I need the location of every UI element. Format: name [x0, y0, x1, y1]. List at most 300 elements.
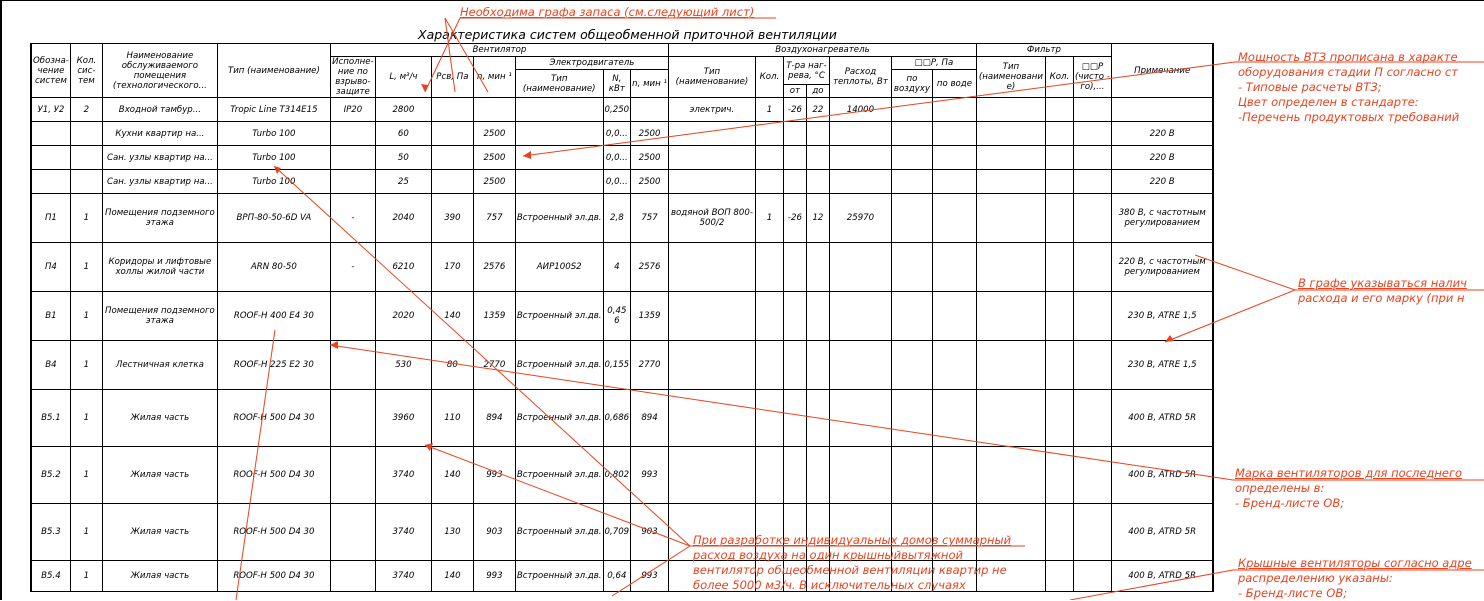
cell-motor-type: Встроенный эл.дв. [515, 561, 603, 592]
cell-note: 400 В, ATRD 5R [1111, 390, 1213, 447]
cell-designation: У1, У2 [31, 98, 70, 122]
cell-heater-count: 1 [755, 194, 783, 243]
cell-res-water [932, 447, 976, 504]
cell-execution [330, 122, 375, 146]
cell-designation: В5.4 [31, 561, 70, 592]
table-row [31, 122, 1213, 146]
table-row [31, 146, 1213, 170]
cell-heater-type [668, 447, 755, 504]
cell-filter-type [976, 341, 1045, 390]
cell-temp-from [783, 292, 806, 341]
cell-heat-flow: 25970 [829, 194, 891, 243]
cell-temp-to [806, 170, 829, 194]
cell-temp-to [806, 341, 829, 390]
cell-filter-type [976, 292, 1045, 341]
cell-rpm: 757 [473, 194, 515, 243]
cell-filter-count [1045, 170, 1073, 194]
cell-rpm: 894 [473, 390, 515, 447]
cell-filter-count [1045, 194, 1073, 243]
cell-count: 2 [70, 98, 102, 122]
cell-filter-count [1045, 561, 1073, 592]
cell-res-air [891, 341, 932, 390]
annotation-regulator [1298, 276, 1467, 306]
annotation-private-line-3: вентилятор общеобменной вентиляции квартир не [693, 563, 1007, 577]
cell-motor-rpm: 2500 [631, 122, 669, 146]
cell-count [70, 122, 102, 146]
table-row [31, 292, 1213, 341]
cell-filter-count [1045, 98, 1073, 122]
cell-heater-count [755, 292, 783, 341]
cell-flow: 6210 [375, 243, 431, 292]
cell-type: ROOF-H 225 E2 30 [217, 341, 330, 390]
cell-res-water [932, 390, 976, 447]
cell-flow: 60 [375, 122, 431, 146]
cell-temp-from: -26 [783, 98, 806, 122]
annotation-brand-line-1: Марка вентиляторов для последнего [1235, 466, 1463, 480]
cell-heater-type: водяной ВОП 800-500/2 [668, 194, 755, 243]
cell-count: 1 [70, 561, 102, 592]
header-temp: Т-ра наг- рева, °С [783, 57, 829, 85]
cell-execution [330, 561, 375, 592]
header-execution: Исполне- ние по взрыво- защите [332, 57, 374, 97]
cell-execution [330, 146, 375, 170]
header-motor-type: Тип (наименование) [515, 70, 603, 98]
annotation-private-line-4: более 5000 м3/ч. В исключительных случаях [693, 578, 966, 592]
cell-filter-count [1045, 341, 1073, 390]
cell-flow: 3960 [375, 390, 431, 447]
cell-flow: 3740 [375, 504, 431, 561]
cell-res-water [932, 170, 976, 194]
cell-pressure: 170 [431, 243, 473, 292]
cell-filter-type [976, 146, 1045, 170]
cell-count: 1 [70, 447, 102, 504]
frame-top-border [0, 0, 1484, 1]
cell-flow: 530 [375, 341, 431, 390]
cell-designation: В4 [31, 341, 70, 390]
table-row [31, 561, 1213, 592]
annotation-brand [1235, 466, 1462, 511]
cell-heater-type [668, 122, 755, 146]
cell-designation: П4 [31, 243, 70, 292]
cell-temp-to: 22 [806, 98, 829, 122]
cell-power: 0,709 [603, 504, 631, 561]
annotation-roof-line-2: распределению указаны: [1238, 571, 1393, 585]
header-motor: Электродвигатель [515, 57, 668, 70]
cell-res-water [932, 146, 976, 170]
cell-heat-flow [829, 122, 891, 146]
cell-motor-rpm: 894 [631, 390, 669, 447]
cell-res-air [891, 447, 932, 504]
cell-temp-from [783, 243, 806, 292]
header-heat-flow: Расход теплоты, Вт [829, 57, 891, 98]
cell-temp-to [806, 122, 829, 146]
cell-filter-count [1045, 146, 1073, 170]
cell-temp-to [806, 292, 829, 341]
cell-note: 220 В, с частотным регулированием [1111, 243, 1213, 292]
cell-pressure: 80 [431, 341, 473, 390]
annotation-roof-line-3: - Бренд-листе ОВ; [1238, 586, 1348, 600]
cell-motor-type: Встроенный эл.дв. [515, 504, 603, 561]
header-flow: L, м³/ч [375, 57, 431, 98]
cell-note: 220 В [1111, 170, 1213, 194]
cell-heater-type [668, 170, 755, 194]
cell-type: Turbo 100 [217, 122, 330, 146]
header-fan: Вентилятор [330, 44, 668, 57]
cell-rpm: 2500 [473, 122, 515, 146]
cell-room: Помещения подземного этажа [102, 194, 217, 243]
cell-execution [330, 170, 375, 194]
cell-res-air [891, 146, 932, 170]
cell-power: 0,250 [603, 98, 631, 122]
cell-rpm: 2500 [473, 170, 515, 194]
cell-res-water [932, 243, 976, 292]
header-power: N, кВт [603, 70, 631, 98]
annotation-power-line-1: Мощность ВТЗ прописана в характе [1238, 50, 1458, 64]
cell-count: 1 [70, 504, 102, 561]
cell-count [70, 146, 102, 170]
annotation-brand-line-2: определены в: [1235, 481, 1325, 495]
cell-filter-clean [1073, 146, 1111, 170]
cell-motor-type: Встроенный эл.дв. [515, 341, 603, 390]
cell-note: 400 В, ATRD 5R [1111, 504, 1213, 561]
cell-count: 1 [70, 243, 102, 292]
cell-temp-from [783, 146, 806, 170]
cell-temp-from [783, 447, 806, 504]
cell-room: Помещения подземного этажа [102, 292, 217, 341]
cell-heater-count [755, 341, 783, 390]
cell-heater-count [755, 447, 783, 504]
cell-filter-type [976, 390, 1045, 447]
frame-left-border [0, 0, 2, 600]
cell-heat-flow [829, 447, 891, 504]
table-row [31, 170, 1213, 194]
cell-type: ROOF-H 400 E4 30 [217, 292, 330, 341]
cell-heater-type [668, 390, 755, 447]
cell-heat-flow [829, 243, 891, 292]
cell-pressure [431, 170, 473, 194]
cell-motor-type [515, 122, 603, 146]
cell-note: 400 В, ATRD 5R [1111, 447, 1213, 504]
cell-pressure [431, 122, 473, 146]
header-by-air: по воздуху [891, 70, 932, 98]
cell-room: Жилая часть [102, 561, 217, 592]
cell-filter-clean [1073, 194, 1111, 243]
header-note: Примечание [1111, 44, 1213, 98]
annotation-private-line-2: расход воздуха на один крышныйвытяжной [693, 548, 963, 562]
cell-temp-to [806, 146, 829, 170]
cell-heater-type: электрич. [668, 98, 755, 122]
cell-designation [31, 122, 70, 146]
cell-pressure: 140 [431, 447, 473, 504]
cell-res-air [891, 390, 932, 447]
cell-room: Сан. узлы квартир на... [102, 170, 217, 194]
cell-motor-rpm: 993 [631, 561, 669, 592]
cell-pressure: 130 [431, 504, 473, 561]
header-temp-to: до [806, 85, 829, 98]
cell-motor-type [515, 170, 603, 194]
cell-res-air [891, 122, 932, 146]
cell-note: 400 В, ATRD 5R [1111, 561, 1213, 592]
cell-motor-rpm: 993 [631, 447, 669, 504]
cell-designation: П1 [31, 194, 70, 243]
cell-filter-type [976, 170, 1045, 194]
table-row [31, 243, 1213, 292]
cell-heater-count [755, 390, 783, 447]
header-filter-clean: □□Р (чисто - го),... [1073, 57, 1111, 98]
cell-note: 230 В, ATRE 1,5 [1111, 292, 1213, 341]
cell-execution [330, 292, 375, 341]
annotation-power-line-2: оборудования стадии П согласно ст [1238, 65, 1458, 79]
header-by-water: по воде [932, 70, 976, 98]
cell-res-air [891, 292, 932, 341]
cell-power: 0,802 [603, 447, 631, 504]
table-row [31, 447, 1213, 504]
cell-filter-clean [1073, 170, 1111, 194]
cell-note [1111, 98, 1213, 122]
table-row [31, 390, 1213, 447]
cell-designation: В1 [31, 292, 70, 341]
cell-execution [330, 390, 375, 447]
cell-count: 1 [70, 292, 102, 341]
header-temp-from: от [783, 85, 806, 98]
cell-flow: 2040 [375, 194, 431, 243]
cell-temp-from [783, 122, 806, 146]
annotation-regulator-line-2: расхода и его марку (при н [1298, 291, 1465, 305]
cell-heater-count [755, 170, 783, 194]
cell-heat-flow [829, 390, 891, 447]
header-count: Кол. сис- тем [70, 44, 102, 98]
cell-room: Входной тамбур... [102, 98, 217, 122]
cell-count: 1 [70, 390, 102, 447]
cell-filter-count [1045, 504, 1073, 561]
cell-filter-type [976, 447, 1045, 504]
cell-designation [31, 170, 70, 194]
cell-heater-type [668, 292, 755, 341]
cell-note: 220 В [1111, 122, 1213, 146]
cell-temp-from [783, 341, 806, 390]
cell-temp-to [806, 447, 829, 504]
cell-type: Tropic Line T314E15 [217, 98, 330, 122]
annotation-power [1238, 50, 1459, 125]
cell-type: ВРП-80-50-6D VA [217, 194, 330, 243]
cell-motor-type: AИР100S2 [515, 243, 603, 292]
cell-motor-rpm: 757 [631, 194, 669, 243]
cell-pressure: 110 [431, 390, 473, 447]
header-heater: Воздухонагреватель [668, 44, 976, 57]
cell-filter-count [1045, 292, 1073, 341]
cell-filter-count [1045, 447, 1073, 504]
cell-filter-clean [1073, 122, 1111, 146]
cell-flow: 2020 [375, 292, 431, 341]
cell-room: Жилая часть [102, 390, 217, 447]
cell-count: 1 [70, 341, 102, 390]
cell-rpm: 993 [473, 561, 515, 592]
cell-motor-rpm: 2576 [631, 243, 669, 292]
annotation-reserve: Необходима графа запаса (см.следующий лист) [460, 5, 755, 19]
table-row [31, 98, 1213, 122]
annotation-power-line-4: Цвет определен в стандарте: [1238, 95, 1419, 109]
cell-filter-clean [1073, 390, 1111, 447]
cell-res-water [932, 341, 976, 390]
annotation-roof [1238, 556, 1472, 601]
cell-heat-flow [829, 292, 891, 341]
cell-motor-rpm: 2770 [631, 341, 669, 390]
cell-motor-rpm: 1359 [631, 292, 669, 341]
cell-filter-clean [1073, 447, 1111, 504]
cell-flow: 50 [375, 146, 431, 170]
cell-room: Жилая часть [102, 504, 217, 561]
header-type: Тип (наименование) [217, 44, 330, 98]
cell-motor-type [515, 98, 603, 122]
table-row [31, 194, 1213, 243]
cell-pressure: 140 [431, 292, 473, 341]
cell-heat-flow: 14000 [829, 98, 891, 122]
header-heater-count: Кол. [755, 57, 783, 98]
cell-heater-count: 1 [755, 98, 783, 122]
cell-power: 0,0... [603, 122, 631, 146]
cell-heater-type [668, 341, 755, 390]
annotation-power-line-3: - Типовые расчеты ВТЗ; [1238, 80, 1382, 94]
table-body [31, 98, 1213, 592]
table-title: Характеристика систем общеобменной приточной вентиляции [418, 27, 837, 42]
cell-execution [330, 447, 375, 504]
cell-motor-type: Встроенный эл.дв. [515, 194, 603, 243]
cell-filter-type [976, 98, 1045, 122]
cell-count: 1 [70, 194, 102, 243]
cell-execution: IP20 [330, 98, 375, 122]
cell-type: ARN 80-50 [217, 243, 330, 292]
cell-execution: - [330, 243, 375, 292]
cell-filter-type [976, 122, 1045, 146]
cell-execution: - [330, 194, 375, 243]
cell-power: 0,0... [603, 170, 631, 194]
cell-rpm: 993 [473, 447, 515, 504]
cell-power: 4 [603, 243, 631, 292]
cell-filter-clean [1073, 561, 1111, 592]
cell-designation: В5.2 [31, 447, 70, 504]
cell-execution [330, 341, 375, 390]
cell-heater-count [755, 243, 783, 292]
cell-note: 230 В, ATRE 1,5 [1111, 341, 1213, 390]
cell-type: ROOF-H 500 D4 30 [217, 390, 330, 447]
cell-type: Turbo 100 [217, 146, 330, 170]
cell-room: Коридоры и лифтовые холлы жилой части [102, 243, 217, 292]
cell-motor-rpm: 2500 [631, 146, 669, 170]
annotation-roof-line-1: Крышные вентиляторы согласно адре [1238, 556, 1472, 570]
cell-pressure: 140 [431, 561, 473, 592]
cell-filter-count [1045, 390, 1073, 447]
cell-res-water [932, 194, 976, 243]
cell-filter-clean [1073, 504, 1111, 561]
cell-heat-flow [829, 146, 891, 170]
cell-heat-flow [829, 341, 891, 390]
cell-rpm: 2576 [473, 243, 515, 292]
ventilation-spec-table [30, 43, 1214, 592]
cell-type: ROOF-H 500 D4 30 [217, 561, 330, 592]
cell-heater-count [755, 146, 783, 170]
cell-res-air [891, 170, 932, 194]
header-filter-count: Кол. [1045, 57, 1073, 98]
cell-flow: 3740 [375, 447, 431, 504]
cell-pressure: 390 [431, 194, 473, 243]
cell-temp-to [806, 390, 829, 447]
cell-motor-type: Встроенный эл.дв. [515, 292, 603, 341]
cell-rpm: 903 [473, 504, 515, 561]
cell-filter-type [976, 194, 1045, 243]
cell-filter-count [1045, 122, 1073, 146]
cell-type: ROOF-H 500 D4 30 [217, 504, 330, 561]
cell-temp-from [783, 170, 806, 194]
cell-temp-to: 12 [806, 194, 829, 243]
cell-rpm [473, 98, 515, 122]
header-heater-type: Тип (наименование) [668, 57, 755, 98]
cell-motor-type [515, 146, 603, 170]
header-filter-type: Тип (наименовани е) [976, 57, 1045, 98]
header-designation: Обозна- чение систем [31, 44, 70, 98]
cell-motor-type: Встроенный эл.дв. [515, 447, 603, 504]
cell-execution [330, 504, 375, 561]
header-motor-rpm: n, мин ¹ [631, 70, 669, 98]
cell-power: 0,45 6 [603, 292, 631, 341]
header-filter: Фильтр [976, 44, 1111, 57]
cell-heater-count [755, 122, 783, 146]
cell-res-water [932, 98, 976, 122]
table-row [31, 341, 1213, 390]
cell-filter-count [1045, 243, 1073, 292]
cell-power: 0,0... [603, 146, 631, 170]
cell-room: Жилая часть [102, 447, 217, 504]
cell-designation [31, 146, 70, 170]
header-rpm: n, мин ¹ [473, 57, 515, 98]
cell-flow: 3740 [375, 561, 431, 592]
cell-res-air [891, 194, 932, 243]
cell-temp-from [783, 390, 806, 447]
cell-filter-type [976, 243, 1045, 292]
cell-motor-rpm: 903 [631, 504, 669, 561]
cell-pressure [431, 98, 473, 122]
header-resistance: □□Р, Па [891, 57, 976, 70]
cell-motor-rpm [631, 98, 669, 122]
table-row [31, 504, 1213, 561]
cell-filter-clean [1073, 341, 1111, 390]
cell-type: ROOF-H 500 D4 30 [217, 447, 330, 504]
annotation-power-line-5: -Перечень продуктовых требований [1238, 110, 1460, 124]
cell-filter-clean [1073, 243, 1111, 292]
cell-room: Кухни квартир на... [102, 122, 217, 146]
cell-power: 0,686 [603, 390, 631, 447]
cell-heater-type [668, 243, 755, 292]
cell-rpm: 2500 [473, 146, 515, 170]
header-room: Наименование обслуживаемого помещения (технологического... [102, 44, 217, 98]
cell-power: 0,64 [603, 561, 631, 592]
cell-power: 2,8 [603, 194, 631, 243]
cell-filter-clean [1073, 292, 1111, 341]
cell-temp-to [806, 243, 829, 292]
cell-motor-rpm: 2500 [631, 170, 669, 194]
cell-pressure [431, 146, 473, 170]
cell-count [70, 170, 102, 194]
cell-res-air [891, 243, 932, 292]
cell-designation: В5.3 [31, 504, 70, 561]
cell-filter-clean [1073, 98, 1111, 122]
cell-note: 220 В [1111, 146, 1213, 170]
annotation-private [693, 533, 1011, 593]
cell-designation: В5.1 [31, 390, 70, 447]
cell-rpm: 2770 [473, 341, 515, 390]
cell-res-water [932, 292, 976, 341]
cell-power: 0,155 [603, 341, 631, 390]
cell-motor-type: Встроенный эл.дв. [515, 390, 603, 447]
